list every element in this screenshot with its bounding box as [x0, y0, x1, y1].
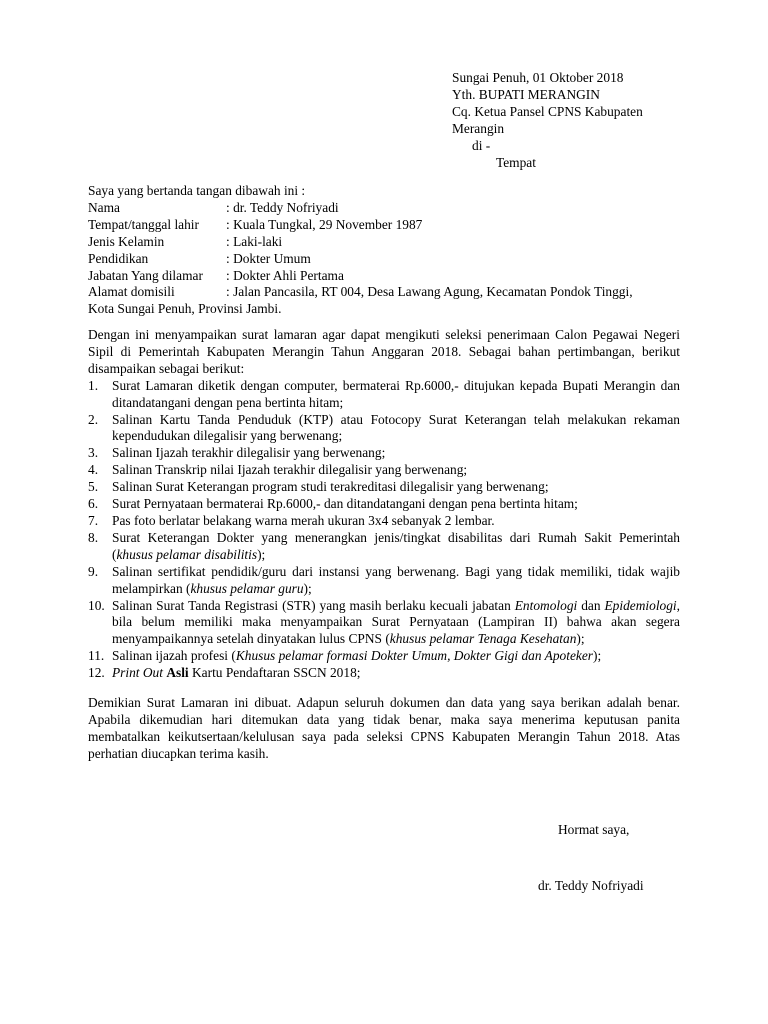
item-number: 7. [88, 512, 99, 528]
item-text: Pas foto berlatar belakang warna merah ukuran 3x4 sebanyak 2 lembar. [112, 512, 495, 528]
item-emphasis: khusus pelamar Tenaga Kesehatan [389, 631, 577, 647]
closing-paragraph: Demikian Surat Lamaran ini dibuat. Adapun seluruh dokumen dan data yang saya berikan adalah benar. Apabila dikemudian hari ditemukan data yang tidak benar, maka saya menerima keputusan panita membatalkan keikutsertaan/kelulusan saya pada seleksi CPNS Kabupaten Merangin Tahun 2018. Atas perhatian diucapkan terima kasih. [88, 695, 680, 761]
item-text [112, 648, 680, 665]
list-item [88, 479, 680, 496]
recipient: Yth. BUPATI MERANGIN [452, 86, 600, 102]
item-text-part: Salinan ijazah profesi ( [112, 648, 236, 664]
item-text [112, 530, 680, 564]
item-number: 12. [88, 665, 105, 681]
signature-name: dr. Teddy Nofriyadi [538, 878, 644, 893]
item-number: 2. [88, 411, 99, 427]
list-item [88, 378, 680, 412]
field-value: : Dokter Umum [226, 250, 311, 266]
di-line: di - [472, 137, 491, 153]
field-pendidikan [88, 251, 680, 268]
field-tempat-tanggal-lahir [88, 217, 680, 234]
item-text [112, 665, 680, 682]
item-number: 11. [88, 648, 105, 664]
item-text-part: , bila belum memiliki maka menyampaikan Surat Pernyataan (Lampiran II) bahwa akan segera menyampaikannya setelah dinyatakan lulus CPNS ( [112, 597, 681, 647]
item-number: 8. [88, 529, 99, 545]
item-text: Salinan Surat Keterangan program studi terakreditasi dilegalisir yang berwenang; [112, 479, 549, 495]
item-emphasis: Khusus pelamar formasi Dokter Umum, Dokter Gigi dan Apoteker [235, 648, 594, 664]
field-label: Jenis Kelamin [88, 233, 165, 249]
item-text-part: Surat Keterangan Dokter yang menerangkan jenis/tingkat disabilitas dari Rumah Sakit Pemerintah ( [112, 529, 680, 562]
opening-line: Saya yang bertanda tangan dibawah ini : [88, 183, 306, 198]
letter-body [88, 327, 680, 682]
list-item [88, 445, 680, 462]
item-text-part: Kartu Pendaftaran SSCN 2018; [188, 665, 361, 681]
list-item [88, 496, 680, 513]
item-text-part: ); [593, 648, 602, 664]
item-number: 3. [88, 445, 99, 461]
field-nama [88, 200, 680, 217]
item-text-part: ); [303, 580, 312, 596]
item-text: Salinan Transkrip nilai Ijazah terakhir dilegalisir yang berwenang; [112, 462, 468, 478]
field-value: : Jalan Pancasila, RT 004, Desa Lawang Agung, Kecamatan Pondok Tinggi, [226, 284, 633, 300]
field-value: : Kuala Tungkal, 29 November 1987 [226, 216, 423, 232]
field-value: : dr. Teddy Nofriyadi [226, 199, 339, 215]
field-value: : Dokter Ahli Pertama [226, 267, 344, 283]
item-bold: Asli [166, 665, 189, 681]
list-item [88, 564, 680, 598]
item-emphasis: Entomologi [514, 597, 578, 613]
item-text: Salinan Ijazah terakhir dilegalisir yang berwenang; [112, 445, 386, 461]
item-text [112, 564, 680, 598]
item-text-part: Salinan Surat Tanda Registrasi (STR) yang masih berlaku kecuali jabatan [112, 597, 515, 613]
list-item [88, 665, 680, 682]
place-date: Sungai Penuh, 01 Oktober 2018 [452, 70, 624, 85]
body-paragraph: Dengan ini menyampaikan surat lamaran agar dapat mengikuti seleksi penerimaan Calon Pegawai Negeri Sipil di Pemerintah Kabupaten Merangin Tahun Anggaran 2018. Sebagai bahan pertimbangan, berikut disampaikan sebagai berikut: [88, 327, 680, 376]
field-jabatan [88, 268, 680, 285]
cq-line-2: Merangin [452, 120, 505, 136]
item-number: 9. [88, 563, 99, 579]
item-emphasis: khusus pelamar guru [190, 580, 304, 596]
item-text [112, 598, 680, 649]
item-text: Salinan Kartu Tanda Penduduk (KTP) atau Fotocopy Surat Keterangan telah melakukan rekaman kependudukan dilegalisir yang berwenang; [112, 411, 680, 444]
item-text: Surat Lamaran diketik dengan computer, bermaterai Rp.6000,- ditujukan kepada Bupati Merangin dan ditandatangani dengan pena bertinta hitam; [112, 377, 680, 410]
applicant-identity [88, 183, 680, 318]
field-label: Pendidikan [88, 250, 149, 266]
list-item [88, 648, 680, 665]
item-number: 1. [88, 377, 99, 393]
requirements-list [88, 378, 680, 682]
item-number: 4. [88, 462, 99, 478]
item-number: 10. [88, 597, 105, 613]
field-label: Tempat/tanggal lahir [88, 216, 199, 232]
list-item [88, 462, 680, 479]
item-emphasis: Print Out [112, 665, 163, 681]
field-label: Jabatan Yang dilamar [88, 267, 203, 283]
item-text-part: ); [257, 546, 266, 562]
letter-header [452, 70, 682, 171]
item-number: 6. [88, 496, 99, 512]
signature-greeting: Hormat saya, [558, 822, 630, 837]
field-label: Nama [88, 199, 120, 215]
list-item [88, 513, 680, 530]
item-text-part: Salinan sertifikat pendidik/guru dari instansi yang berwenang. Bagi yang tidak memiliki, tidak wajib melampirkan ( [112, 563, 680, 596]
field-jenis-kelamin [88, 234, 680, 251]
item-number: 5. [88, 479, 99, 495]
list-item [88, 530, 680, 564]
item-text-part: ); [576, 631, 585, 647]
list-item [88, 598, 680, 649]
item-emphasis: khusus pelamar disabilitis [116, 546, 258, 562]
field-label: Alamat domisili [88, 284, 175, 300]
tempat-line: Tempat [496, 154, 536, 170]
item-emphasis: Epidemiologi [604, 597, 677, 613]
item-text-part: dan [577, 597, 605, 613]
cq-line-1: Cq. Ketua Pansel CPNS Kabupaten [452, 103, 643, 119]
list-item [88, 412, 680, 446]
address-continuation: Kota Sungai Penuh, Provinsi Jambi. [88, 301, 282, 317]
item-text: Surat Pernyataan bermaterai Rp.6000,- dan ditandatangani dengan pena bertinta hitam; [112, 496, 578, 512]
field-alamat [88, 284, 680, 301]
field-value: : Laki-laki [226, 233, 283, 249]
